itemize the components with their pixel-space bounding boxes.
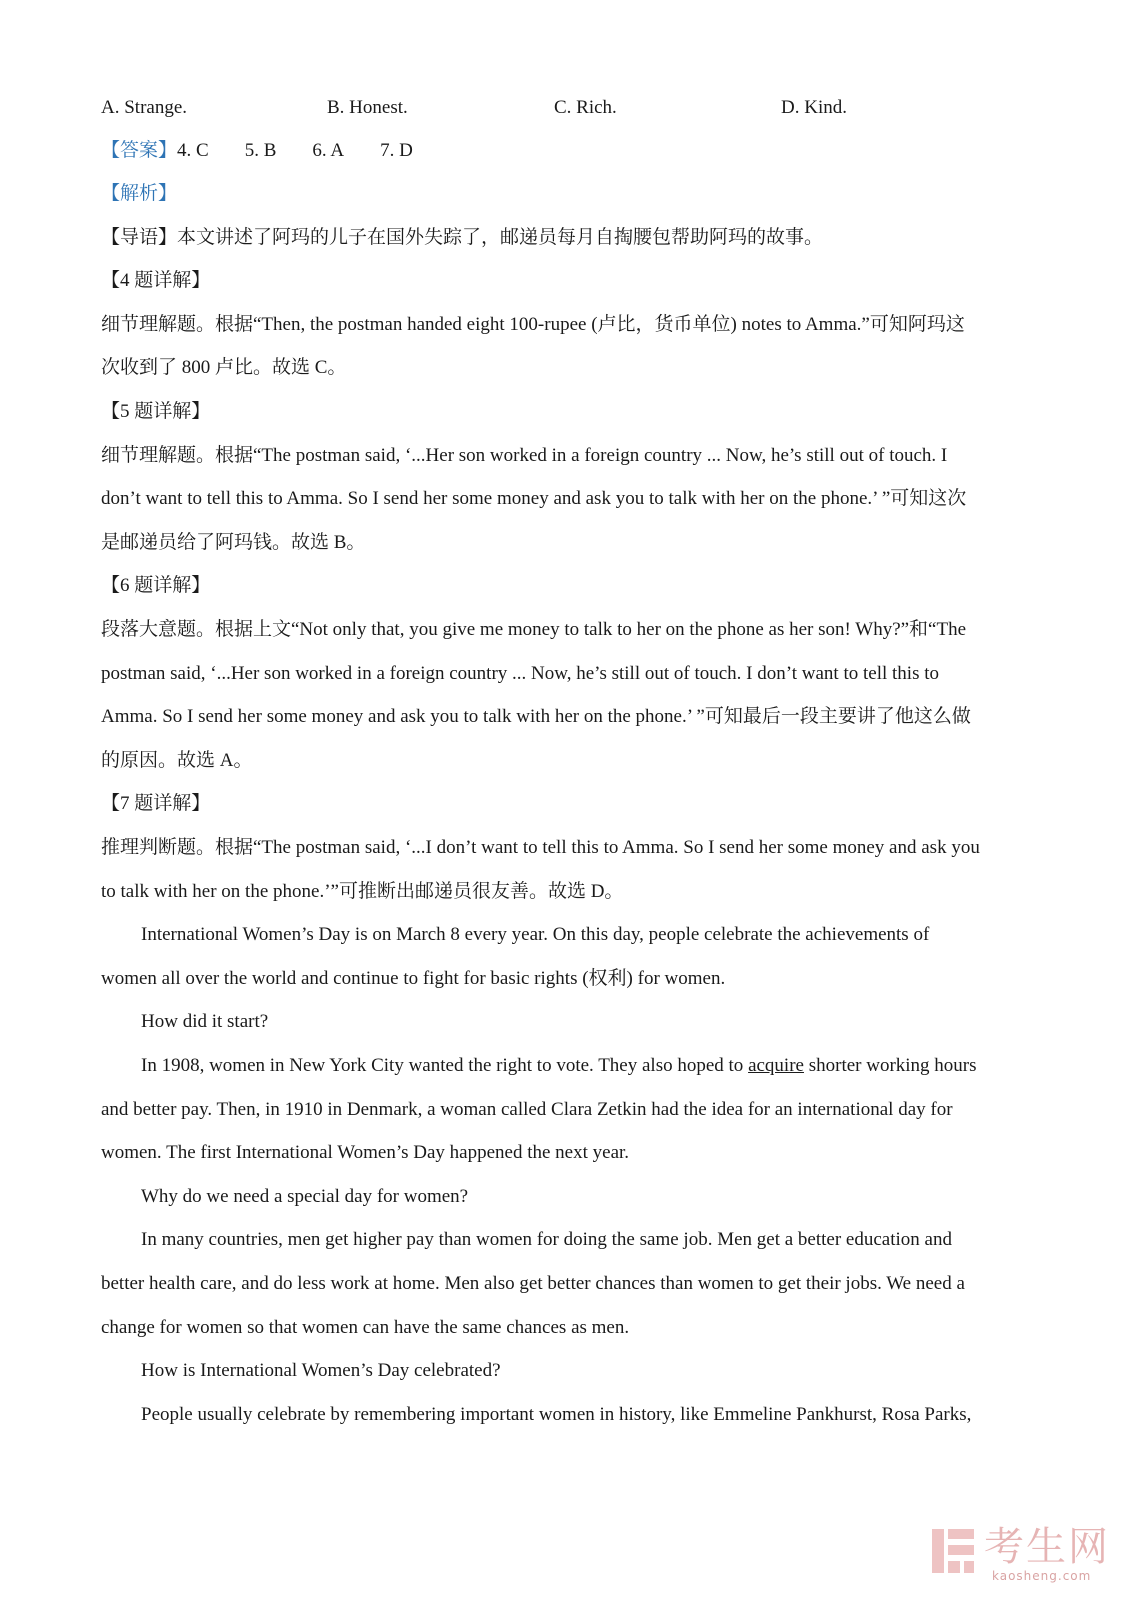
passage-line: women all over the world and continue to fight for basic rights (权利) for women. xyxy=(101,968,726,989)
passage-line: In many countries, men get higher pay than women for doing the same job. Men get a better education and xyxy=(141,1229,952,1250)
passage-line: International Women’s Day is on March 8 every year. On this day, people celebrate the achievements of xyxy=(141,924,930,945)
intro-label: 【导语】 xyxy=(101,227,178,248)
q6-line: 的原因。故选 A。 xyxy=(101,750,253,771)
passage-line: better health care, and do less work at home. Men also get better chances than women to get their jobs. We need a xyxy=(101,1273,965,1294)
passage-line: People usually celebrate by remembering important women in history, like Emmeline Pankhurst, Rosa Parks, xyxy=(141,1404,972,1425)
passage-subheading: How is International Women’s Day celebrated? xyxy=(141,1360,501,1381)
q5-line: 是邮递员给了阿玛钱。故选 B。 xyxy=(101,532,366,553)
answer-item: 7. D xyxy=(380,140,413,161)
passage-text: shorter working hours xyxy=(803,1055,977,1076)
q5-heading: 【5 题详解】 xyxy=(101,401,211,422)
q4-line: 次收到了 800 卢比。故选 C。 xyxy=(101,357,347,378)
underlined-word: acquire xyxy=(748,1055,804,1076)
answer-label: 【答案】 xyxy=(101,140,178,161)
passage-subheading: Why do we need a special day for women? xyxy=(141,1186,469,1207)
passage-subheading: How did it start? xyxy=(141,1011,269,1032)
watermark-subtext: kaosheng.com xyxy=(992,1569,1092,1583)
watermark-text: 考生网 xyxy=(984,1524,1110,1570)
q7-heading: 【7 题详解】 xyxy=(101,793,211,814)
analysis-label: 【解析】 xyxy=(101,183,178,204)
kaosheng-logo-icon xyxy=(930,1525,978,1577)
passage-text: In 1908, women in New York City wanted the right to vote. They also hoped to xyxy=(141,1055,749,1076)
option-a: A. Strange. xyxy=(101,97,188,118)
option-d: D. Kind. xyxy=(781,97,847,118)
intro-text: 本文讲述了阿玛的儿子在国外失踪了，邮递员每月自掏腰包帮助阿玛的故事。 xyxy=(177,227,824,248)
answer-item: 5. B xyxy=(244,140,277,161)
q6-heading: 【6 题详解】 xyxy=(101,575,211,596)
watermark xyxy=(930,1525,1120,1585)
passage-line: women. The first International Women’s Day happened the next year. xyxy=(101,1142,630,1163)
passage-line: and better pay. Then, in 1910 in Denmark, a woman called Clara Zetkin had the idea for an international day for xyxy=(101,1099,953,1120)
option-c: C. Rich. xyxy=(554,97,617,118)
answer-line xyxy=(101,139,413,163)
q7-line: to talk with her on the phone.’”可推断出邮递员很友善。故选 D。 xyxy=(101,881,624,902)
answer-item: 4. C xyxy=(177,140,209,161)
q4-line: 细节理解题。根据“Then, the postman handed eight 100-rupee (卢比，货币单位) notes to Amma.”可知阿玛这 xyxy=(101,314,965,335)
q5-line: don’t want to tell this to Amma. So I send her some money and ask you to talk with her on the phone.’ ”可知这次 xyxy=(101,488,967,509)
q6-line: Amma. So I send her some money and ask you to talk with her on the phone.’ ”可知最后一段主要讲了他这么做 xyxy=(101,706,971,727)
q7-line: 推理判断题。根据“The postman said, ‘...I don’t want to tell this to Amma. So I send her some money and ask you xyxy=(101,837,980,858)
q5-line: 细节理解题。根据“The postman said, ‘...Her son worked in a foreign country ... Now, he’s still out of touch. I xyxy=(101,445,948,466)
q6-line: postman said, ‘...Her son worked in a foreign country ... Now, he’s still out of touch. I don’t want to tell this to xyxy=(101,663,939,684)
option-b: B. Honest. xyxy=(327,97,408,118)
answer-item: 6. A xyxy=(312,140,345,161)
intro-line xyxy=(101,226,823,250)
passage-line xyxy=(141,1054,977,1078)
passage-line: change for women so that women can have the same chances as men. xyxy=(101,1317,630,1338)
q4-heading: 【4 题详解】 xyxy=(101,270,211,291)
q6-line: 段落大意题。根据上文“Not only that, you give me money to talk to her on the phone as her son! Why?”和“The xyxy=(101,619,967,640)
